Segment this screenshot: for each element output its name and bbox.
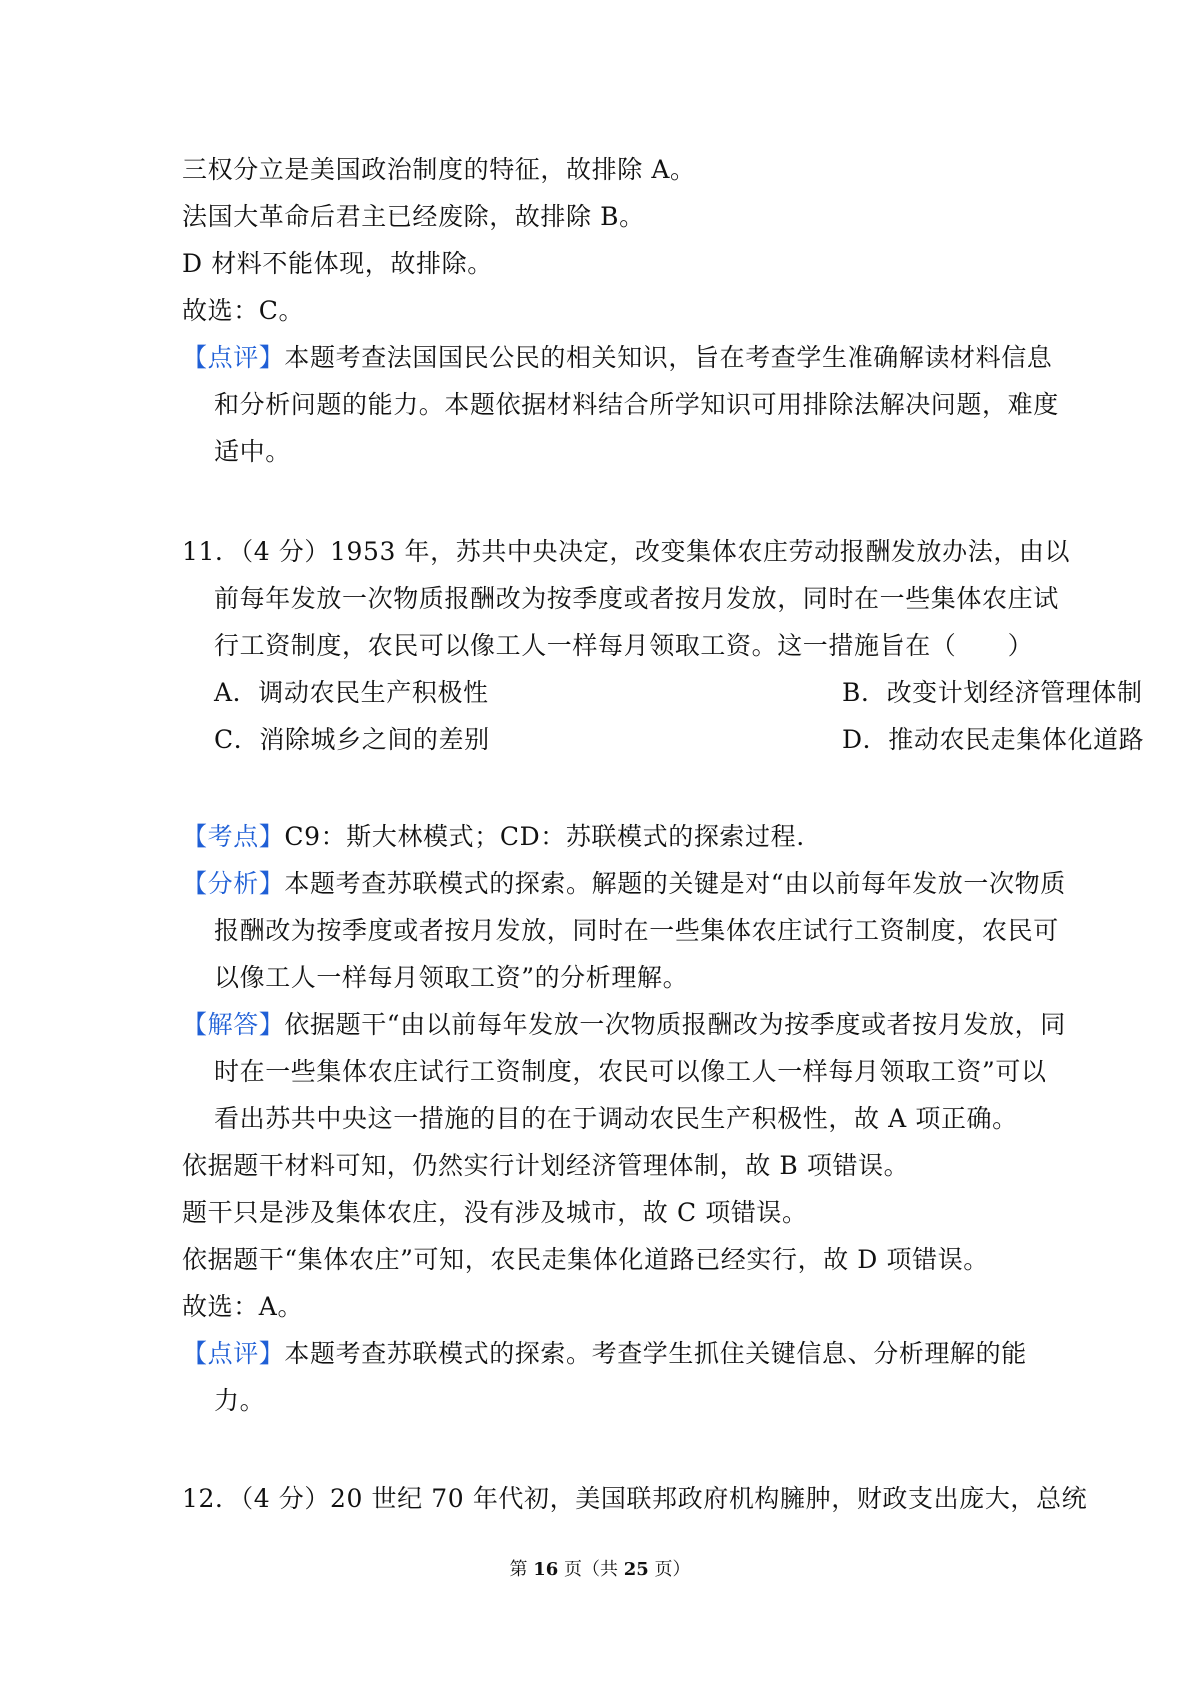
page-total: 25 <box>623 1559 649 1580</box>
q11-stem-line-1: 11．（4 分）1953 年，苏共中央决定，改变集体农庄劳动报酬发放办法，由以 <box>182 537 1071 566</box>
dianping-text: 本题考查苏联模式的探索。考查学生抓住关键信息、分析理解的能 <box>284 1339 1027 1368</box>
q11-more-line-3: 依据题干“集体农庄”可知，农民走集体化道路已经实行，故 D 项错误。 <box>182 1245 989 1274</box>
jieda-text: 依据题干“由以前每年发放一次物质报酬改为按季度或者按月发放，同 <box>284 1010 1066 1039</box>
q11-options-row-1 <box>214 675 1143 711</box>
kaodian-text: C9：斯大林模式；CD：苏联模式的探索过程. <box>284 822 805 851</box>
fenxi-tag: 【分析】 <box>182 869 285 898</box>
q12-stem-line-1: 12．（4 分）20 世纪 70 年代初，美国联邦政府机构臃肿，财政支出庞大，总统 <box>182 1484 1088 1513</box>
option-a: A．调动农民生产积极性 <box>214 678 489 707</box>
q11-jieda-line-2: 时在一些集体农庄试行工资制度，农民可以像工人一样每月领取工资”可以 <box>214 1057 1047 1086</box>
jieda-tag: 【解答】 <box>182 1010 285 1039</box>
q10-comment-line-2: 和分析问题的能力。本题依据材料结合所学知识可用排除法解决问题，难度 <box>214 390 1059 419</box>
q11-jieda-line-3: 看出苏共中央这一措施的目的在于调动农民生产积极性，故 A 项正确。 <box>214 1104 1018 1133</box>
q11-stem-line-3: 行工资制度，农民可以像工人一样每月领取工资。这一措施旨在（ ） <box>214 631 1034 660</box>
q11-options-row-2 <box>214 722 1145 758</box>
q11-jieda-line-1 <box>182 1007 1066 1043</box>
q10-text-line-3: D 材料不能体现，故排除。 <box>182 249 493 278</box>
comment-text: 本题考查法国国民公民的相关知识，旨在考查学生准确解读材料信息 <box>284 343 1053 372</box>
q11-more-line-1: 依据题干材料可知，仍然实行计划经济管理体制，故 B 项错误。 <box>182 1151 910 1180</box>
q11-dianping-line-2: 力。 <box>214 1386 266 1415</box>
q10-comment-line-1 <box>182 340 1052 376</box>
q11-fenxi-line-3: 以像工人一样每月领取工资”的分析理解。 <box>214 963 689 992</box>
page-number: 16 <box>533 1559 559 1580</box>
q10-comment-line-3: 适中。 <box>214 437 291 466</box>
q11-fenxi-line-2: 报酬改为按季度或者按月发放，同时在一些集体农庄试行工资制度，农民可 <box>214 916 1059 945</box>
q10-answer: 故选：C。 <box>182 296 305 325</box>
q11-fenxi-line-1 <box>182 866 1066 902</box>
dianping-tag: 【点评】 <box>182 1339 285 1368</box>
q11-answer: 故选：A。 <box>182 1292 304 1321</box>
fenxi-text: 本题考查苏联模式的探索。解题的关键是对“由以前每年发放一次物质 <box>284 869 1066 898</box>
footer-pre: 第 <box>509 1559 534 1580</box>
footer-mid: 页（共 <box>558 1559 624 1580</box>
footer-post: 页） <box>648 1559 691 1580</box>
q10-text-line-1: 三权分立是美国政治制度的特征，故排除 A。 <box>182 155 696 184</box>
comment-tag: 【点评】 <box>182 343 285 372</box>
kaodian-tag: 【考点】 <box>182 822 285 851</box>
q10-text-line-2: 法国大革命后君主已经废除，故排除 B。 <box>182 202 645 231</box>
q11-more-line-2: 题干只是涉及集体农庄，没有涉及城市，故 C 项错误。 <box>182 1198 808 1227</box>
option-b: B．改变计划经济管理体制 <box>842 678 1143 707</box>
option-c: C．消除城乡之间的差别 <box>214 725 490 754</box>
q11-kaodian <box>182 819 805 855</box>
option-d: D．推动农民走集体化道路 <box>842 725 1145 754</box>
page-footer <box>0 1558 1200 1582</box>
q11-dianping-line-1 <box>182 1336 1027 1372</box>
q11-stem-line-2: 前每年发放一次物质报酬改为按季度或者按月发放，同时在一些集体农庄试 <box>214 584 1059 613</box>
